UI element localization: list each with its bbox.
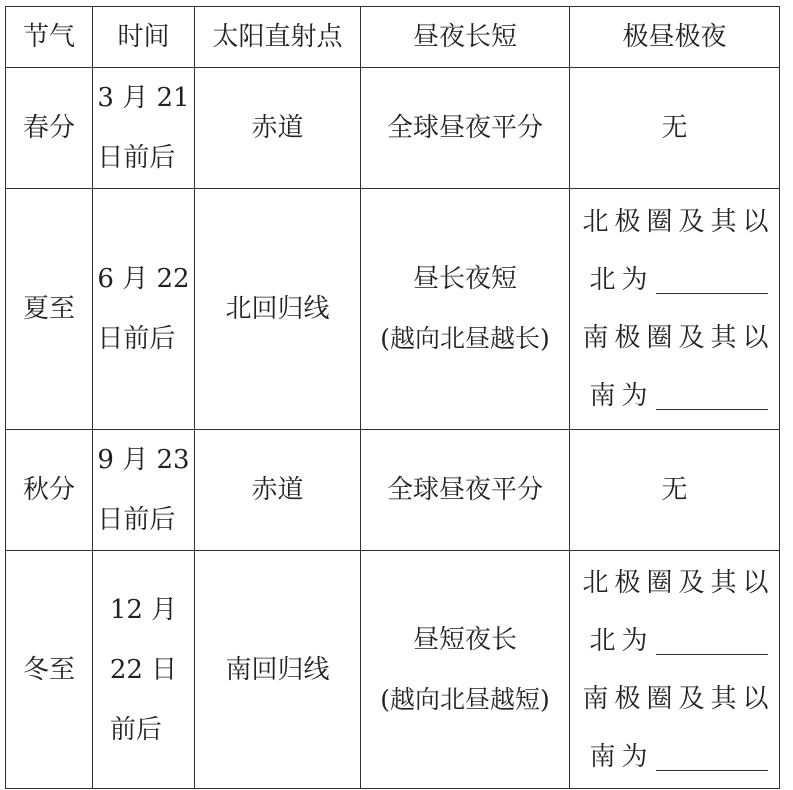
sun-point-cell: 北回归线 bbox=[195, 189, 361, 430]
time-line: 12 月 bbox=[109, 594, 178, 625]
polar-cell: 无 bbox=[570, 430, 780, 551]
polar-line-text: 北为 bbox=[589, 265, 654, 295]
day-night-line: 昼短夜长 bbox=[412, 624, 517, 655]
polar-line-text: 南为 bbox=[589, 381, 654, 411]
polar-cell bbox=[570, 551, 780, 789]
time-line: 6 月 22 bbox=[97, 264, 190, 294]
polar-cell: 无 bbox=[570, 68, 780, 189]
time-line: 前后 bbox=[109, 714, 162, 745]
day-night-cell bbox=[361, 189, 570, 430]
polar-line-with-blank bbox=[578, 251, 779, 309]
time-cell bbox=[93, 68, 195, 189]
header-cell-day-night: 昼夜长短 bbox=[361, 7, 570, 68]
time-cell bbox=[93, 551, 195, 789]
sun-point-cell: 赤道 bbox=[195, 68, 361, 189]
table-header-row bbox=[6, 7, 780, 68]
polar-line-text: 北为 bbox=[589, 625, 654, 656]
term-cell: 春分 bbox=[6, 68, 93, 189]
header-cell-time: 时间 bbox=[93, 7, 195, 68]
day-night-hint: (越向北昼越短) bbox=[380, 684, 550, 714]
term-cell: 秋分 bbox=[6, 430, 93, 551]
polar-line: 北极圈及其以 bbox=[582, 207, 775, 237]
polar-line-with-blank bbox=[578, 612, 779, 670]
polar-line: 南极圈及其以 bbox=[582, 683, 775, 714]
term-cell: 冬至 bbox=[6, 551, 93, 789]
time-line: 日前后 bbox=[97, 143, 176, 173]
day-night-hint: (越向北昼越长) bbox=[380, 324, 550, 353]
time-line: 22 日 bbox=[109, 654, 178, 685]
term-cell: 夏至 bbox=[6, 189, 93, 430]
sun-point-cell: 南回归线 bbox=[195, 551, 361, 789]
polar-line-text: 南为 bbox=[589, 741, 654, 772]
polar-line: 南极圈及其以 bbox=[582, 323, 775, 353]
time-cell bbox=[93, 189, 195, 430]
polar-line-with-blank bbox=[578, 367, 779, 425]
answer-blank[interactable] bbox=[656, 292, 768, 294]
answer-blank[interactable] bbox=[656, 769, 768, 771]
answer-blank[interactable] bbox=[656, 408, 768, 410]
solar-terms-table bbox=[5, 6, 780, 789]
polar-line: 北极圈及其以 bbox=[582, 567, 775, 598]
table-row bbox=[6, 551, 780, 789]
day-night-cell: 全球昼夜平分 bbox=[361, 430, 570, 551]
time-line: 日前后 bbox=[97, 324, 176, 354]
table-row bbox=[6, 430, 780, 551]
table-row bbox=[6, 68, 780, 189]
time-line: 9 月 23 bbox=[97, 445, 190, 475]
time-line: 日前后 bbox=[97, 505, 176, 535]
time-cell bbox=[93, 430, 195, 551]
day-night-line: 昼长夜短 bbox=[412, 264, 517, 294]
sun-point-cell: 赤道 bbox=[195, 430, 361, 551]
day-night-cell: 全球昼夜平分 bbox=[361, 68, 570, 189]
answer-blank[interactable] bbox=[656, 653, 768, 655]
table-row bbox=[6, 189, 780, 430]
header-cell-term: 节气 bbox=[6, 7, 93, 68]
time-line: 3 月 21 bbox=[97, 83, 190, 113]
day-night-cell bbox=[361, 551, 570, 789]
polar-line-with-blank bbox=[578, 728, 779, 786]
polar-cell bbox=[570, 189, 780, 430]
header-cell-sun-point: 太阳直射点 bbox=[195, 7, 361, 68]
header-cell-polar: 极昼极夜 bbox=[570, 7, 780, 68]
